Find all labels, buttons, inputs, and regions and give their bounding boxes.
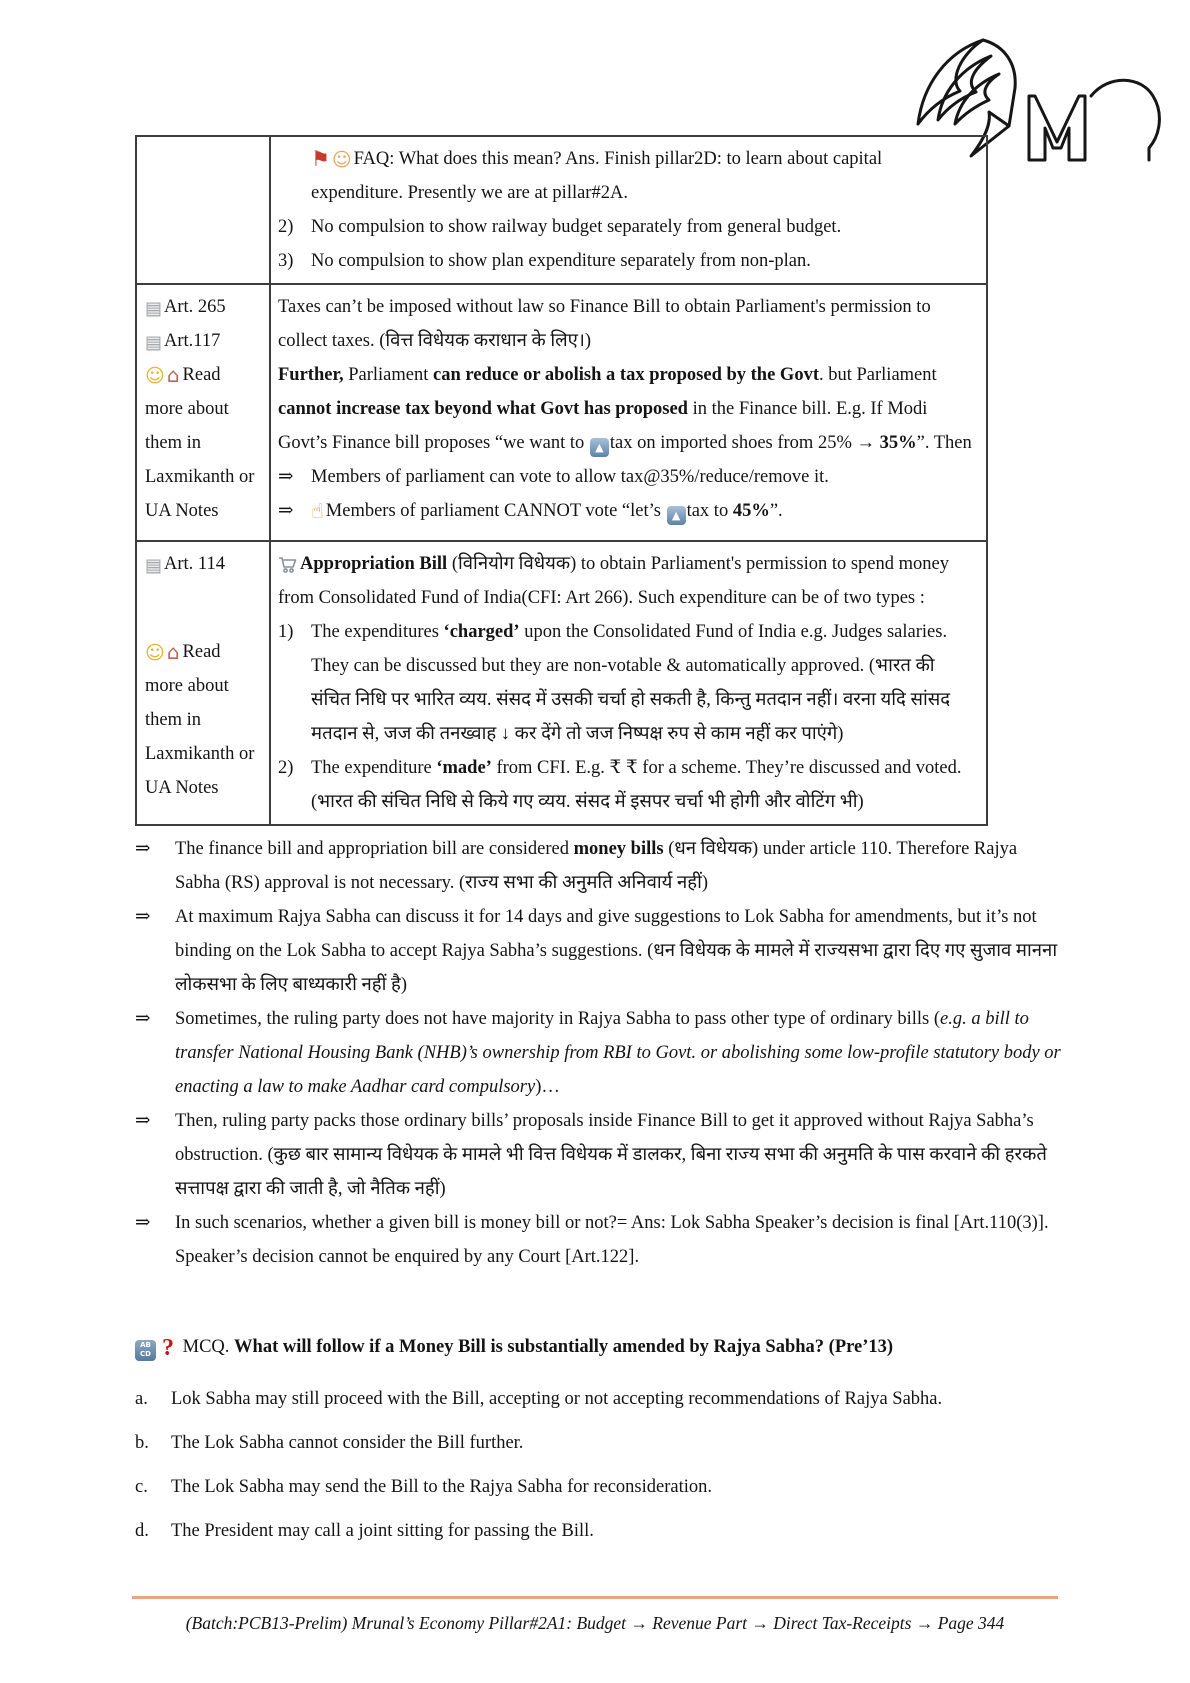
paragraph xyxy=(278,460,976,494)
paragraph xyxy=(278,615,976,751)
list-marker: 2) xyxy=(278,217,294,237)
paragraph-text xyxy=(175,1002,1063,1104)
paragraph-text xyxy=(175,900,1063,1002)
list-marker: d. xyxy=(135,1521,149,1541)
table-cell-label xyxy=(137,542,271,824)
table-row-appropriation-bill xyxy=(137,540,986,824)
mcq-block xyxy=(135,1330,1063,1548)
list-marker: ⇒ xyxy=(135,1009,151,1029)
text-segment: The Lok Sabha cannot consider the Bill further. xyxy=(171,1433,524,1453)
list-marker: ⇒ xyxy=(135,907,151,927)
text-segment: What will follow if a Money Bill is substantially amended by Rajya Sabha? (Pre’13) xyxy=(234,1337,894,1357)
paragraph xyxy=(278,494,976,528)
text-segment: )… xyxy=(535,1077,560,1097)
paragraph xyxy=(278,358,976,460)
paragraph-text xyxy=(278,554,949,608)
red-question-icon: ? xyxy=(162,1335,174,1361)
scroll-icon: ▤ xyxy=(145,298,163,319)
mcq-question xyxy=(135,1330,1063,1364)
paragraph-text xyxy=(145,642,254,798)
text-segment: Sometimes, the ruling party does not have majority in Rajya Sabha to pass other type of ordinary bills ( xyxy=(175,1009,941,1029)
table-cell-label xyxy=(137,137,271,283)
text-segment: money bills xyxy=(573,839,664,859)
paragraph-text xyxy=(278,297,931,351)
list-marker: ⇒ xyxy=(278,501,294,521)
paragraph-text xyxy=(278,365,972,453)
paragraph xyxy=(145,324,261,358)
text-segment: The expenditures xyxy=(311,622,444,642)
paragraph xyxy=(278,244,976,278)
list-marker: b. xyxy=(135,1433,149,1453)
paragraph-text xyxy=(311,494,976,528)
paragraph-text xyxy=(145,331,220,351)
text-segment: MCQ. xyxy=(178,1337,235,1357)
text-segment: (धन विधेयक) under article 110. Therefore Rajya Sabha (RS) approval is not necessary. (राज्य सभा की अनुमति अनिवार्य नहीं) xyxy=(175,839,1018,893)
text-segment: Art.117 xyxy=(164,331,221,351)
paragraph-text xyxy=(171,1514,1063,1548)
text-segment: from CFI. E.g. ₹ ₹ for a scheme. They’re discussed and voted. (भारत की संचित निधि से किये गए व्यय. संसद में इसपर चर्चा भी होगी और वोटिंग भी) xyxy=(311,758,962,812)
text-segment: . but Parliament xyxy=(818,365,937,385)
school-icon: ⌂ xyxy=(166,363,180,387)
text-segment: In such scenarios, whether a given bill is money bill or not?= Ans: Lok Sabha Speaker’s decision is final [Art.110(3)]. Speaker’s decision cannot be enquired by any Court [Art.122]. xyxy=(175,1213,1049,1267)
paragraph-text xyxy=(311,142,976,210)
paragraph xyxy=(135,1470,1063,1504)
list-marker: 3) xyxy=(278,251,294,271)
paragraph-text xyxy=(175,1206,1063,1274)
paragraph-text xyxy=(311,244,976,278)
text-segment: cannot increase tax beyond what Govt has proposed xyxy=(278,399,688,419)
paragraph-text xyxy=(171,1470,1063,1504)
man-icon: ☺ xyxy=(145,365,165,387)
text-segment: Members of parliament can vote to allow tax@35%/reduce/remove it. xyxy=(311,467,829,487)
abcd-icon: AB CD xyxy=(135,1340,156,1361)
text-segment: Taxes can’t be imposed without law so Finance Bill to obtain Parliament's permission to collect taxes. xyxy=(278,297,931,351)
baby-icon: ☺ xyxy=(331,149,352,171)
paragraph-text xyxy=(311,460,976,494)
list-marker: 2) xyxy=(278,758,294,778)
scroll-icon: ▤ xyxy=(145,332,163,353)
list-marker xyxy=(278,142,311,210)
paragraph xyxy=(278,547,976,615)
money-bill-notes-list xyxy=(135,832,1063,1274)
mcq-options-list xyxy=(135,1382,1063,1548)
table-row-finance-bill xyxy=(137,283,986,540)
paragraph-text xyxy=(145,297,226,317)
scroll-icon: ▤ xyxy=(145,555,163,576)
paragraph xyxy=(145,547,261,581)
footer-rule xyxy=(132,1596,1058,1599)
text-segment: Then, ruling party packs those ordinary bills’ proposals inside Finance Bill to get it approved without Rajya Sabha’s obstruction. (कुछ बार सामान्य विधेयक के मामले भी वित्त विधेयक में डालकर, बिना राज्य सभा की अनुमति के पास करवाने की हरकते सत्तापक्ष द्वारा की जाती है, जो नैतिक नहीं) xyxy=(175,1111,1047,1199)
text-segment: 35% xyxy=(879,433,917,453)
text-segment: ‘made’ xyxy=(436,758,492,778)
text-segment: ‘charged’ xyxy=(443,622,520,642)
text-segment: Parliament xyxy=(343,365,434,385)
table-row-budget-compulsions xyxy=(137,137,986,283)
paragraph xyxy=(145,358,261,528)
text-segment: Further, xyxy=(278,365,344,385)
text-segment: No compulsion to show plan expenditure separately from non-plan. xyxy=(311,251,811,271)
text-segment: upon the Consolidated Fund of India e.g. Judges salaries. They can be discussed but they are non-votable & automatically approved. (भारत की संचित निधि पर भारित व्यय. संसद में उसकी चर्चा हो सकती है, किन्तु मतदान नहीं। वरना यदि सांसद मतदान से, जज की तनख्वाह ↓ कर देंगे तो जज निष्पक्ष रुप से काम नहीं कर पाएंगे) xyxy=(311,622,951,744)
paragraph xyxy=(145,635,261,805)
paragraph xyxy=(135,1206,1063,1274)
paragraph xyxy=(135,1426,1063,1460)
up-button-icon: ▲ xyxy=(590,438,609,457)
text-segment: can reduce or abolish a tax proposed by the Govt xyxy=(433,365,819,385)
flag-icon: ⚑ xyxy=(311,147,330,171)
main-content-column xyxy=(135,135,1063,1558)
paragraph xyxy=(278,210,976,244)
paragraph-text xyxy=(135,1335,894,1361)
paragraph xyxy=(135,1330,1063,1364)
school-icon: ⌂ xyxy=(166,640,180,664)
paragraph xyxy=(135,1382,1063,1416)
text-segment: in the Finance bill. E.g. If Modi Govt’s Finance bill proposes “we want to xyxy=(278,399,928,453)
paragraph-text xyxy=(175,832,1063,900)
text-segment: No compulsion to show railway budget separately from general budget. xyxy=(311,217,842,237)
list-marker: ⇒ xyxy=(135,1213,151,1233)
man-icon: ☺ xyxy=(145,642,165,664)
paragraph xyxy=(135,1104,1063,1206)
text-segment: The President may call a joint sitting for passing the Bill. xyxy=(171,1521,594,1541)
paragraph xyxy=(135,832,1063,900)
list-marker: c. xyxy=(135,1477,148,1497)
text-segment: Read more about them in Laxmikanth or UA Notes xyxy=(145,365,255,521)
list-marker: ⇒ xyxy=(278,467,294,487)
text-segment: The finance bill and appropriation bill are considered xyxy=(175,839,574,859)
paragraph xyxy=(135,900,1063,1002)
text-segment: Art. 114 xyxy=(164,554,225,574)
list-marker: ⇒ xyxy=(135,1111,151,1131)
list-marker: a. xyxy=(135,1389,148,1409)
cart-icon xyxy=(278,556,298,576)
text-segment: The expenditure xyxy=(311,758,437,778)
table-cell-label xyxy=(137,285,271,540)
text-segment: 45% xyxy=(732,501,770,521)
paragraph xyxy=(278,751,976,819)
table-cell-content xyxy=(271,137,986,283)
paragraph-text xyxy=(145,365,254,521)
text-segment: The Lok Sabha may send the Bill to the Rajya Sabha for reconsideration. xyxy=(171,1477,712,1497)
list-marker: 1) xyxy=(278,622,294,642)
paragraph xyxy=(278,142,976,210)
list-marker: ⇒ xyxy=(135,839,151,859)
paragraph xyxy=(278,290,976,358)
paragraph-text xyxy=(171,1382,1063,1416)
footer-text: (Batch:PCB13-Prelim) Mrunal’s Economy Pillar#2A1: Budget → Revenue Part → Direct Tax-Receipts → Page 344 xyxy=(185,1613,1005,1633)
text-segment: Art. 265 xyxy=(164,297,226,317)
text-segment: e.g. a bill to transfer National Housing Bank (NHB)’s ownership from RBI to Govt. or abolishing some low-profile statutory body or enacting a law to make Aadhar card compulsory xyxy=(175,1009,1061,1097)
text-segment: Appropriation Bill xyxy=(300,554,448,574)
notes-table xyxy=(135,135,988,826)
text-segment: (विनियोग विधेयक) to obtain Parliament's permission to spend money from Consolidated Fund of India(CFI: Art 266). Such expenditure can be of two types : xyxy=(278,554,949,608)
text-segment: At maximum Rajya Sabha can discuss it for 14 days and give suggestions to Lok Sabha for amendments, but it’s not binding on the Lok Sabha to accept Rajya Sabha’s suggestions. (धन विधेयक के मामले में राज्यसभा द्वारा दिए गए सुजाव मानना लोकसभा के लिए बाध्यकारी नहीं है) xyxy=(175,907,1058,995)
paragraph-text xyxy=(311,751,976,819)
text-segment: Members of parliament CANNOT vote “let’s xyxy=(325,501,666,521)
paragraph-text xyxy=(311,210,976,244)
text-segment: (वित्त विधेयक कराधान के लिए।) xyxy=(379,331,592,351)
table-cell-content xyxy=(271,285,986,540)
text-segment: ”. Then xyxy=(916,433,972,453)
text-segment: ”. xyxy=(769,501,783,521)
paragraph-text xyxy=(145,554,225,574)
paragraph-text xyxy=(311,615,976,751)
paragraph-text xyxy=(175,1104,1063,1206)
spacer xyxy=(145,581,261,635)
text-segment: Read more about them in Laxmikanth or UA Notes xyxy=(145,642,255,798)
hand-icon: ☝ xyxy=(311,499,324,523)
text-segment: tax on imported shoes from 25% → xyxy=(609,433,880,453)
text-segment: FAQ: What does this mean? Ans. Finish pillar2D: to learn about capital expenditure. Presently we are at pillar#2A. xyxy=(311,149,883,203)
paragraph xyxy=(135,1002,1063,1104)
paragraph-text xyxy=(171,1426,1063,1460)
table-cell-content xyxy=(271,542,986,824)
paragraph xyxy=(135,1514,1063,1548)
text-segment: tax to xyxy=(686,501,733,521)
paragraph xyxy=(145,290,261,324)
text-segment: Lok Sabha may still proceed with the Bill, accepting or not accepting recommendations of Rajya Sabha. xyxy=(171,1389,943,1409)
up-button-icon: ▲ xyxy=(667,506,686,525)
